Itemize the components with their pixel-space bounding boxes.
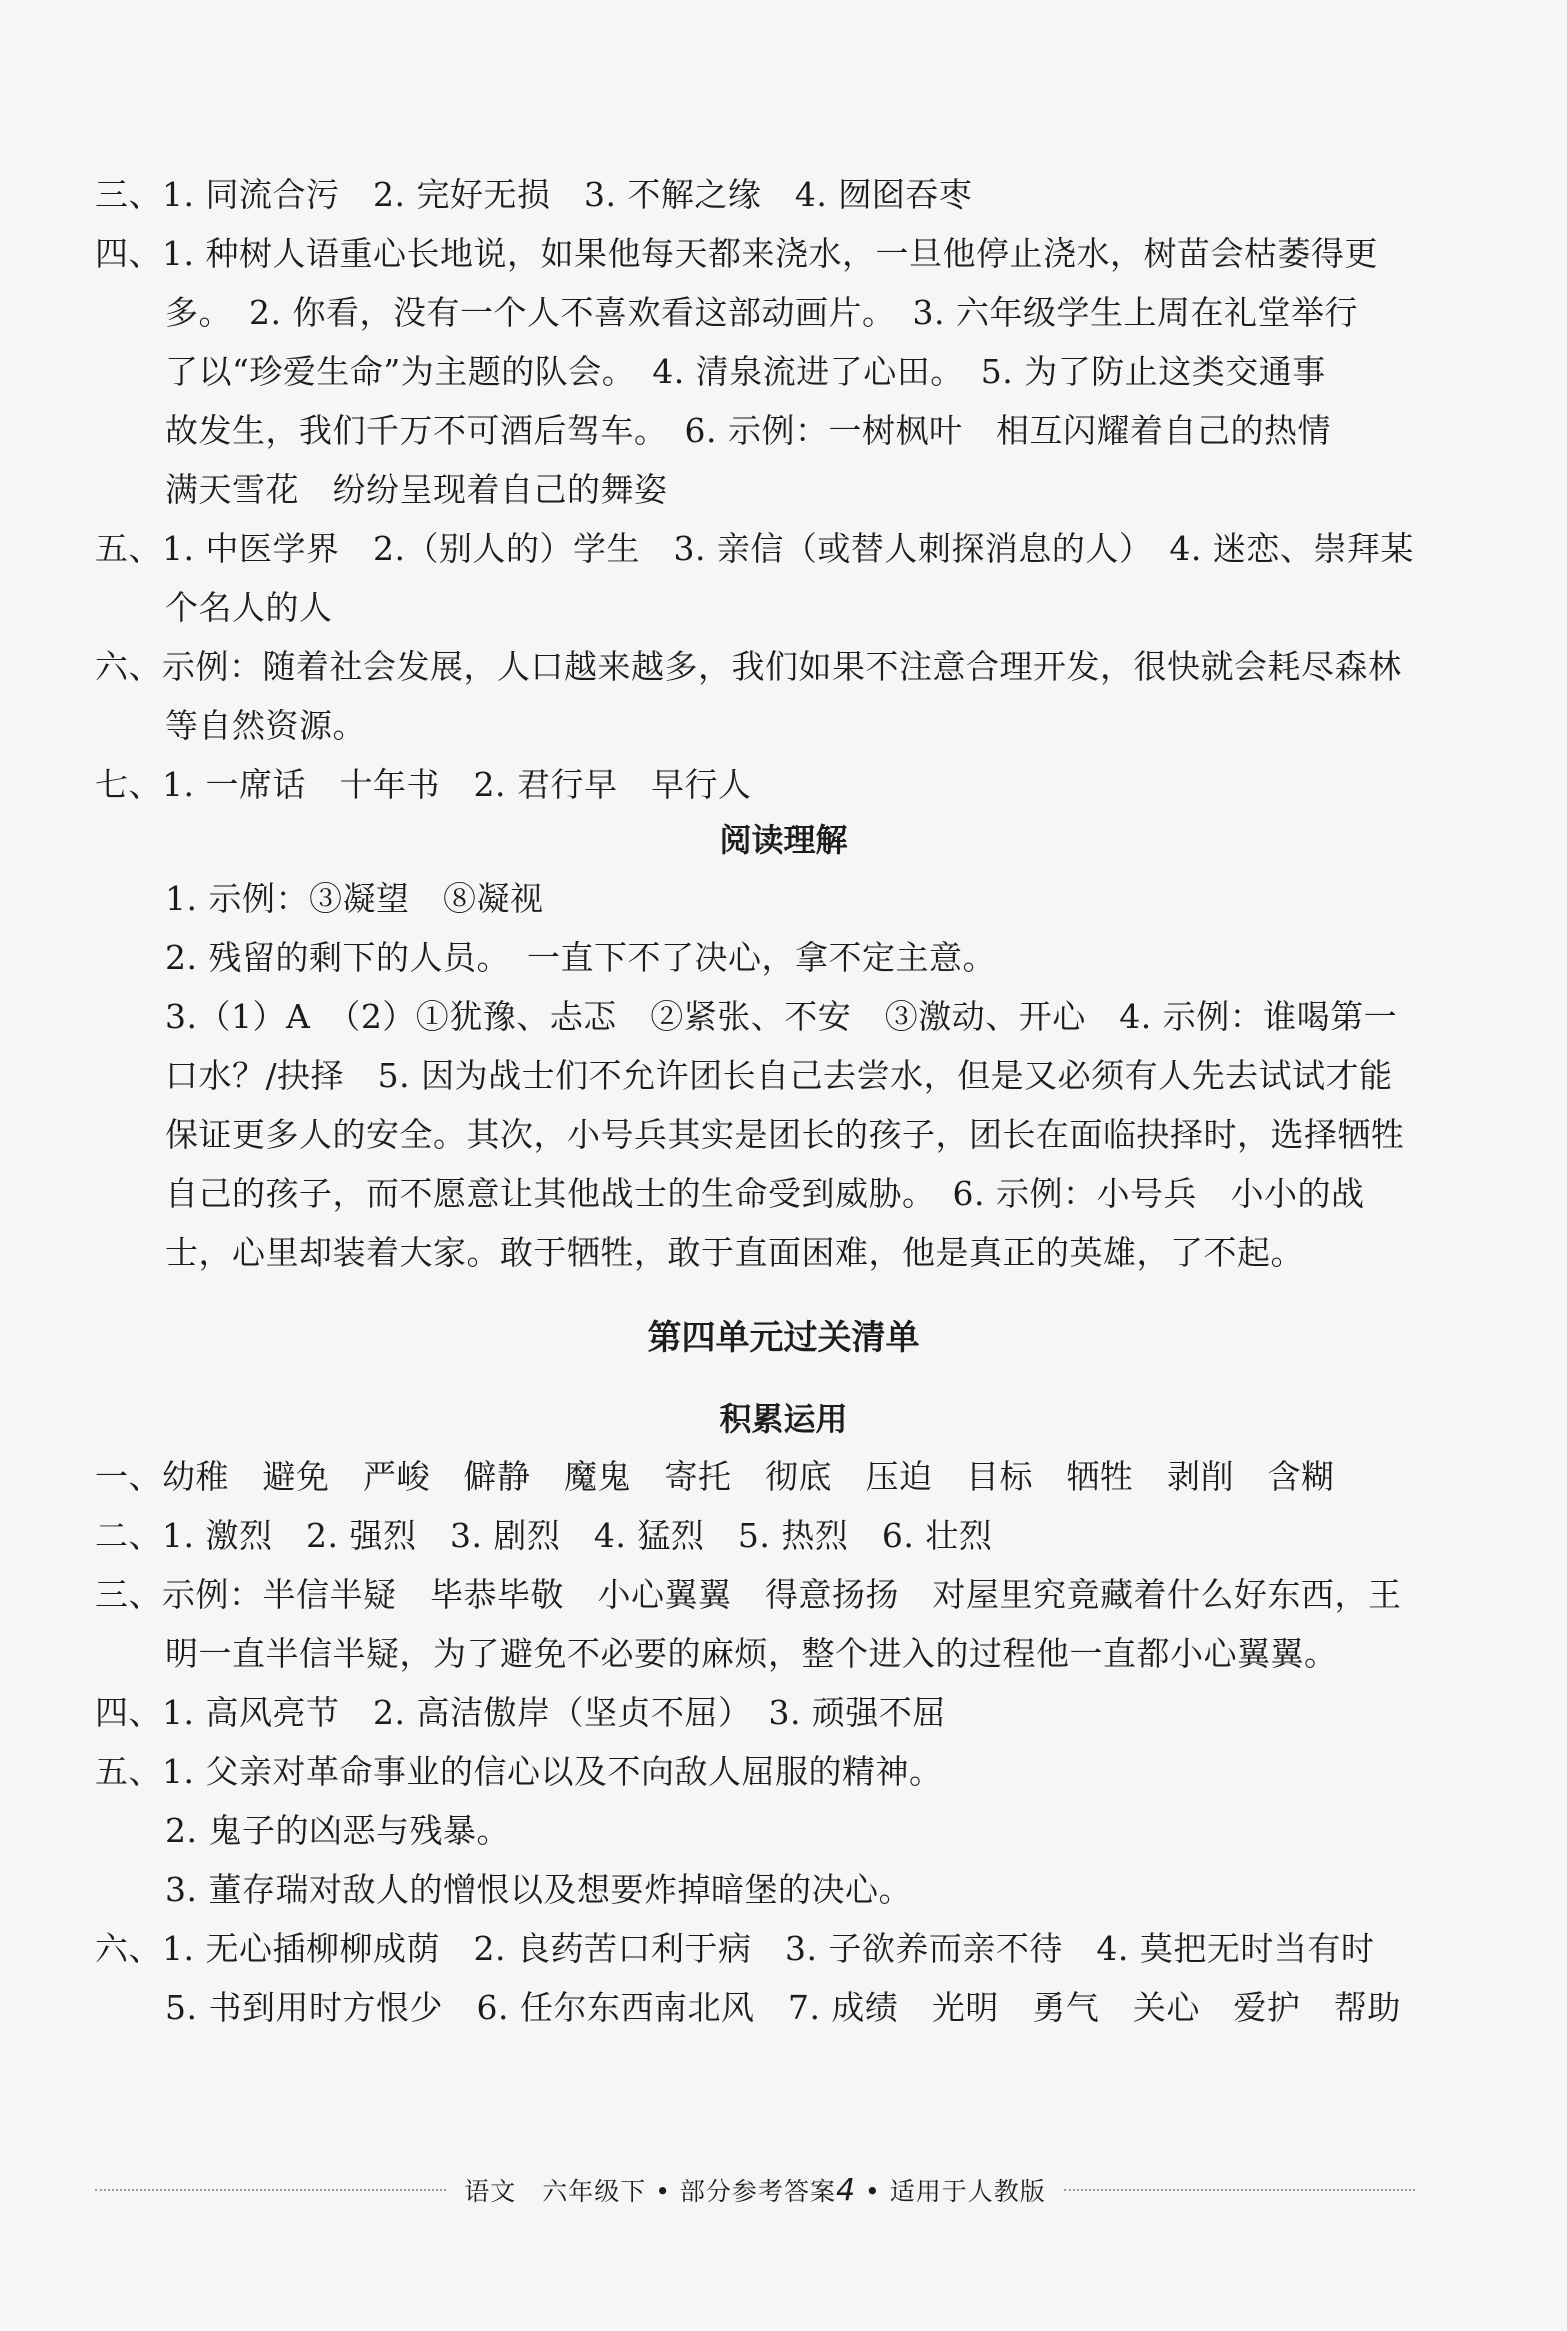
answer-line: 四、1. 种树人语重心长地说，如果他每天都来浇水，一旦他停止浇水，树苗会枯萎得更 <box>95 234 1378 273</box>
answer-line: 满天雪花 纷纷呈现着自己的舞姿 <box>165 470 668 509</box>
answer-line: 二、1. 激烈 2. 强烈 3. 剧烈 4. 猛烈 5. 热烈 6. 壮烈 <box>95 1516 993 1555</box>
answer-line: 了以“珍爱生命”为主题的队会。 4. 清泉流进了心田。 5. 为了防止这类交通事 <box>165 352 1326 391</box>
accumulation-heading: 积累运用 <box>719 1400 848 1438</box>
answer-line: 3.（1）A （2）①犹豫、忐忑 ②紧张、不安 ③激动、开心 4. 示例：谁喝第一 <box>165 997 1398 1036</box>
footer-divider <box>95 2189 446 2191</box>
answer-line: 3. 董存瑞对敌人的憎恨以及想要炸掉暗堡的决心。 <box>165 1870 912 1909</box>
answer-line: 五、1. 父亲对革命事业的信心以及不向敌人屈服的精神。 <box>95 1752 943 1791</box>
answer-line: 明一直半信半疑，为了避免不必要的麻烦，整个进入的过程他一直都小心翼翼。 <box>165 1634 1338 1673</box>
footer-label <box>446 2172 1063 2208</box>
answer-line: 士，心里却装着大家。敢于牺牲，敢于直面困难，他是真正的英雄，了不起。 <box>165 1233 1304 1272</box>
answer-line: 1. 示例：③凝望 ⑧凝视 <box>165 879 544 918</box>
answer-line: 五、1. 中医学界 2.（别人的）学生 3. 亲信（或替人刺探消息的人） 4. 迷恋、崇拜某 <box>95 529 1414 568</box>
unit-title: 第四单元过关清单 <box>647 1318 920 1358</box>
answer-line: 三、1. 同流合污 2. 完好无损 3. 不解之缘 4. 囫囵吞枣 <box>95 175 973 214</box>
reading-heading: 阅读理解 <box>719 821 848 859</box>
answer-line: 多。 2. 你看，没有一个人不喜欢看这部动画片。 3. 六年级学生上周在礼堂举行 <box>165 293 1358 332</box>
footer-right: • 适用于人教版 <box>865 2177 1046 2206</box>
page-footer <box>95 2170 1415 2210</box>
answer-line: 自己的孩子，而不愿意让其他战士的生命受到威胁。 6. 示例：小号兵 小小的战 <box>165 1174 1365 1213</box>
answer-line: 口水？/抉择 5. 因为战士们不允许团长自己去尝水，但是又必须有人先去试试才能 <box>165 1056 1393 1095</box>
answer-line: 5. 书到用时方恨少 6. 任尔东西南北风 7. 成绩 光明 勇气 关心 爱护 帮助 <box>165 1988 1401 2027</box>
answer-line: 故发生，我们千万不可酒后驾车。 6. 示例：一树枫叶 相互闪耀着自己的热情 <box>165 411 1331 450</box>
answer-line: 七、1. 一席话 十年书 2. 君行早 早行人 <box>95 765 752 804</box>
answer-line: 个名人的人 <box>165 588 333 627</box>
answer-line: 保证更多人的安全。其次，小号兵其实是团长的孩子，团长在面临抉择时，选择牺牲 <box>165 1115 1405 1154</box>
answer-line: 四、1. 高风亮节 2. 高洁傲岸（坚贞不屈） 3. 顽强不屈 <box>95 1693 946 1732</box>
page-number: 4 <box>835 2173 857 2208</box>
answer-line: 六、示例：随着社会发展，人口越来越多，我们如果不注意合理开发，很快就会耗尽森林 <box>95 647 1402 686</box>
answer-line: 三、示例：半信半疑 毕恭毕敬 小心翼翼 得意扬扬 对屋里究竟藏着什么好东西，王 <box>95 1575 1402 1614</box>
answer-line: 等自然资源。 <box>165 706 366 745</box>
footer-divider <box>1064 2189 1415 2191</box>
answer-line: 六、1. 无心插柳柳成荫 2. 良药苦口利于病 3. 子欲养而亲不待 4. 莫把无时当有时 <box>95 1929 1375 1968</box>
answer-line: 2. 鬼子的凶恶与残暴。 <box>165 1811 510 1850</box>
answer-line: 一、幼稚 避免 严峻 僻静 魔鬼 寄托 彻底 压迫 目标 牺牲 剥削 含糊 <box>95 1457 1335 1496</box>
footer-left: 语文 六年级下 • 部分参考答案 <box>464 2177 836 2206</box>
answer-line: 2. 残留的剩下的人员。 一直下不了决心，拿不定主意。 <box>165 938 996 977</box>
